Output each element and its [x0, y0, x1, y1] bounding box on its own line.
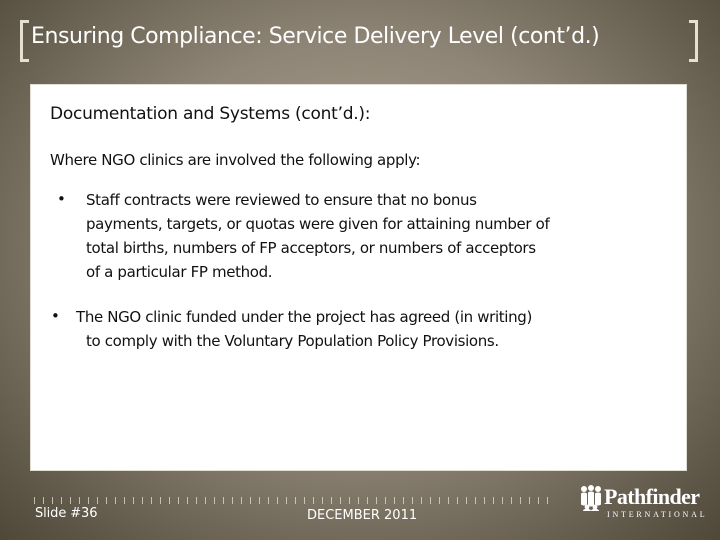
bullet-text — [76, 305, 681, 353]
content-heading: Documentation and Systems (cont’d.): — [50, 104, 371, 124]
content-panel — [30, 84, 687, 471]
bullet-line: Staff contracts were reviewed to ensure that no bonus — [86, 191, 477, 209]
tick-rule-decoration — [34, 497, 554, 504]
bullet-line: The NGO clinic funded under the project has agreed (in writing) — [76, 308, 532, 326]
slide-date: DECEMBER 2011 — [307, 508, 418, 523]
footer — [0, 482, 720, 540]
slide-title: Ensuring Compliance: Service Delivery Level (cont’d.) — [31, 24, 600, 49]
right-bracket-decoration — [689, 20, 698, 62]
bullet-line: of a particular FP method. — [86, 263, 273, 281]
logo-name: Pathfinder — [604, 484, 700, 509]
bullet-line: to comply with the Voluntary Population Policy Provisions. — [86, 332, 499, 350]
bullet-line: payments, targets, or quotas were given for attaining number of — [86, 215, 550, 233]
people-group-icon — [577, 484, 605, 514]
bullet-marker: • — [57, 190, 66, 208]
bullet-marker: • — [51, 307, 60, 325]
left-bracket-decoration — [20, 20, 29, 62]
title-bar — [0, 0, 720, 82]
intro-text: Where NGO clinics are involved the following apply: — [50, 151, 421, 169]
bullet-line: total births, numbers of FP acceptors, or numbers of acceptors — [86, 239, 536, 257]
bullet-text — [86, 188, 676, 284]
slide-number: Slide #36 — [35, 506, 98, 521]
pathfinder-logo — [577, 484, 708, 524]
logo-subtitle: INTERNATIONAL — [607, 510, 708, 519]
